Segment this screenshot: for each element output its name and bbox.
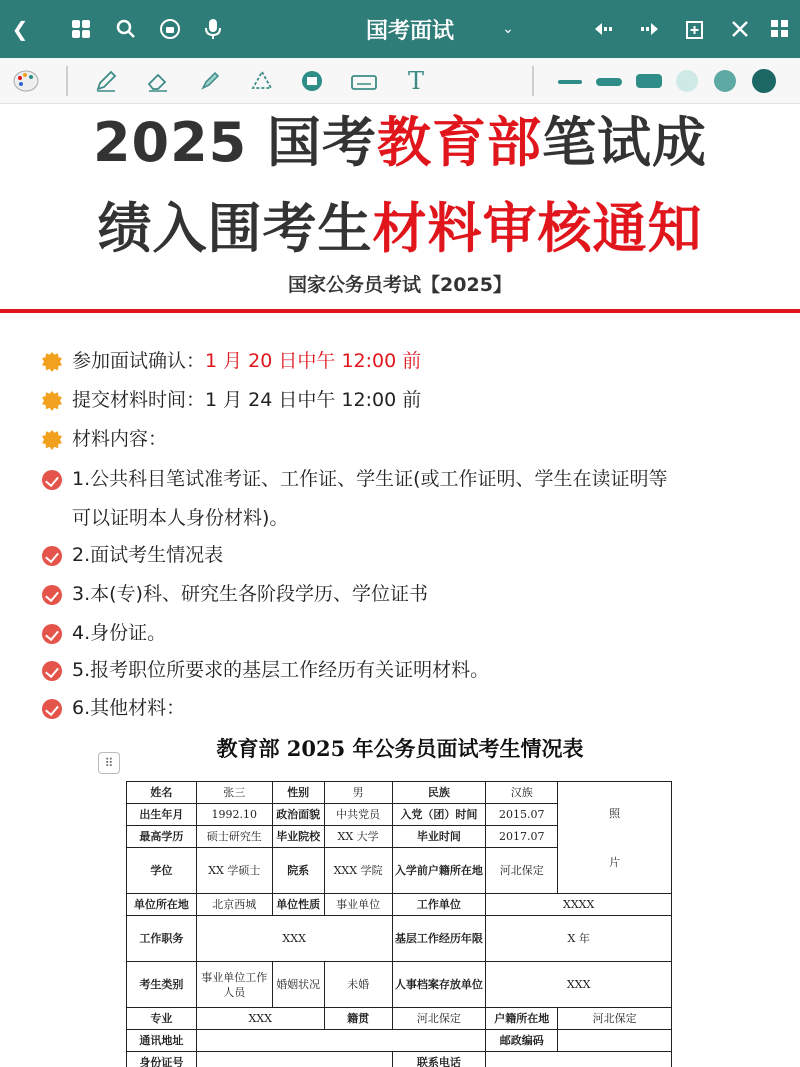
eraser-icon[interactable] [144,67,172,95]
pen-icon[interactable] [92,67,120,95]
color-swatch-medium[interactable] [714,70,736,92]
add-page-icon[interactable] [684,17,708,41]
settings-icon[interactable] [728,17,752,41]
photo-cell: 照 片 [558,782,672,894]
stroke-size-large[interactable] [636,74,662,88]
grid-icon[interactable] [69,17,93,41]
check-badge-icon [42,699,62,719]
star-badge-icon [42,352,62,372]
table-row: 学位 XX 学硕士 院系 XXX 学院 入学前户籍所在地 河北保定 [127,848,672,894]
document-title[interactable]: 国考面试 [365,19,454,44]
table-row: 单位所在地 北京西城 单位性质 事业单位 工作单位 XXXX [127,894,672,916]
table-row: 考生类别 事业单位工作人员 婚姻状况 未婚 人事档案存放单位 XXX [127,962,672,1008]
back-arrow-icon[interactable]: ❮ [11,17,29,41]
check-badge-icon [42,546,62,566]
text-icon[interactable]: T [407,67,424,95]
candidate-info-table [126,781,672,1067]
image-icon[interactable] [298,67,326,95]
check-badge-icon [42,661,62,681]
drawing-toolbar [0,58,800,104]
drag-handle-icon[interactable]: ⠿ [98,752,120,774]
headline-line-1: 2025 国考教育部笔试成 [92,111,708,174]
star-badge-icon [42,430,62,450]
stroke-size-small[interactable] [558,80,582,84]
stroke-size-medium[interactable] [596,78,622,86]
check-badge-icon [42,585,62,605]
share-icon[interactable] [158,17,182,41]
star-badge-icon [42,391,62,411]
table-row: 出生年月 1992.10 政治面貌 中共党员 入党（团）时间 2015.07 [127,804,672,826]
highlighter-icon[interactable] [196,67,224,95]
toolbar-divider [66,66,68,96]
subtitle: 国家公务员考试【2025】 [288,274,512,296]
table-row: 姓名 张三 性别 男 民族 汉族 照 片 [127,782,672,804]
search-icon[interactable] [114,17,138,41]
check-badge-icon [42,470,62,490]
headline-line-2: 绩入围考生材料审核通知 [97,197,703,260]
check-badge-icon [42,624,62,644]
form-title: 教育部 2025 年公务员面试考生情况表 [216,736,584,761]
lasso-icon[interactable] [248,67,276,95]
color-swatch-light[interactable] [676,70,698,92]
keyboard-icon[interactable] [350,67,378,95]
table-row: 工作职务 XXX 基层工作经历年限 X 年 [127,916,672,962]
mic-icon[interactable] [201,17,225,41]
top-app-bar [0,0,800,58]
red-divider [0,309,800,313]
chevron-down-icon[interactable]: ⌄ [502,21,514,37]
table-row: 通讯地址 邮政编码 [127,1030,672,1052]
table-row: 最高学历 硕士研究生 毕业院校 XX 大学 毕业时间 2017.07 [127,826,672,848]
palette-icon[interactable] [12,67,40,95]
more-icon[interactable] [768,17,792,41]
toolbar-divider [532,66,534,96]
headline [0,108,800,264]
table-row: 专业 XXX 籍贯 河北保定 户籍所在地 河北保定 [127,1008,672,1030]
redo-icon[interactable] [636,17,660,41]
table-row: 身份证号 联系电话 [127,1052,672,1067]
undo-icon[interactable] [593,17,617,41]
color-swatch-dark[interactable] [752,69,776,93]
